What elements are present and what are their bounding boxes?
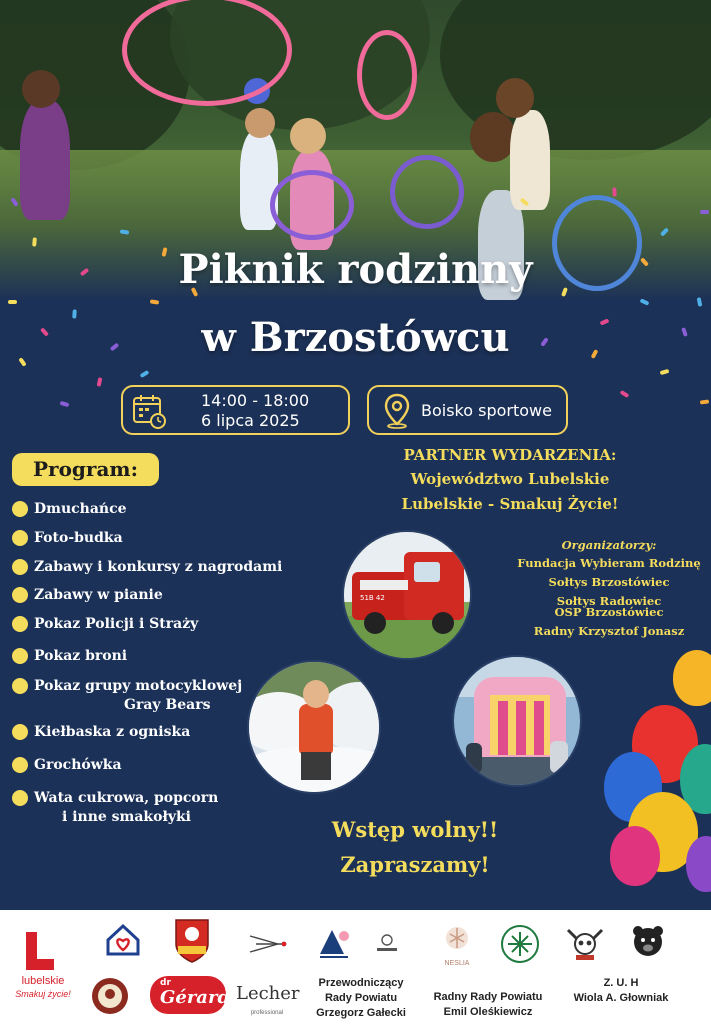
- confetti-piece: [660, 369, 670, 375]
- program-item-label: Foto-budka: [34, 530, 123, 546]
- bullet-dot: [12, 790, 28, 806]
- confetti-piece: [97, 377, 103, 387]
- meat-company-logo: [90, 976, 130, 1016]
- bullet-dot: [12, 757, 28, 773]
- bullet-dot: [12, 587, 28, 603]
- bullet-dot: [12, 559, 28, 575]
- county-coat-of-arms: [174, 918, 210, 964]
- event-date: 6 lipca 2025: [201, 411, 300, 430]
- title-line-1: Piknik rodzinny: [178, 246, 533, 293]
- organizer-item: Fundacja Wybieram Rodzinę: [517, 556, 701, 570]
- program-item-label: Wata cukrowa, popcorn: [34, 790, 219, 806]
- program-item-label: Gray Bears: [124, 697, 211, 713]
- dr-gerard-logo: [150, 976, 231, 1014]
- program-heading: Program:: [12, 453, 159, 486]
- confetti-piece: [700, 399, 709, 404]
- partner-line-1: Województwo Lubelskie: [410, 470, 610, 488]
- child-head: [245, 108, 275, 138]
- lecher-sub: professional: [250, 1010, 284, 1016]
- program-item-label: Kiełbaska z ogniska: [34, 724, 191, 740]
- biker-club-logo: [564, 922, 606, 964]
- councillor-line-1: Radny Rady Powiatu: [433, 991, 543, 1003]
- place-box: [367, 385, 568, 435]
- partner-heading: PARTNER WYDARZENIA:: [403, 446, 617, 464]
- council-chair-line-3: Grzegorz Gałecki: [316, 1007, 406, 1019]
- tourism-association-logo: [316, 924, 352, 962]
- child-head: [22, 70, 60, 108]
- bullet-dot: [12, 530, 28, 546]
- program-item-label: Zabawy i konkursy z nagrodami: [34, 559, 283, 575]
- truck-plate: 51B 42: [360, 594, 385, 602]
- child-figure: [510, 110, 550, 210]
- free-entry-text: Wstęp wolny!!: [331, 817, 499, 842]
- time-hours: 14:00 - 18:00: [201, 391, 310, 410]
- gray-bears-logo: [628, 922, 668, 962]
- councillor-line-2: Emil Oleśkiewicz: [443, 1006, 533, 1018]
- program-item-label: Zabawy w pianie: [34, 587, 163, 603]
- lubelskie-logo-text: lubelskie: [21, 975, 65, 987]
- balloon-shape: [610, 826, 660, 886]
- confetti-piece: [150, 299, 159, 304]
- program-item-label: Pokaz Policji i Straży: [34, 616, 199, 632]
- arrows-logo: [248, 932, 288, 956]
- neslia-logo-mark: [442, 924, 472, 956]
- bullet-dot: [12, 678, 28, 694]
- green-association-logo: [500, 924, 540, 964]
- confetti-piece: [612, 187, 616, 196]
- bullet-dot: [12, 501, 28, 517]
- invite-text: Zapraszamy!: [340, 852, 490, 877]
- foam-party-photo: [247, 660, 381, 794]
- calendar-clock-icon: [132, 392, 168, 430]
- balloon-shape: [673, 650, 711, 706]
- location-pin-icon: [382, 393, 412, 429]
- dr-gerard-prefix: dr: [160, 978, 171, 988]
- confetti-piece: [8, 300, 17, 304]
- dr-gerard-name: Gérard: [160, 987, 231, 1008]
- program-item-label: i inne smakołyki: [62, 809, 191, 825]
- organizer-item: Radny Krzysztof Jonasz: [533, 624, 685, 638]
- confetti-piece: [620, 390, 630, 398]
- place-label: Boisko sportowe: [421, 401, 552, 420]
- child-head: [496, 78, 534, 118]
- foundation-house-logo: [104, 922, 142, 958]
- organizer-item: Sołtys Radowiec: [556, 594, 662, 608]
- time-box: [121, 385, 350, 435]
- child-figure: [20, 100, 70, 220]
- neslia-logo-text: NESLIA: [444, 960, 470, 967]
- sponsor-footer: [0, 910, 711, 1024]
- program-item-label: Pokaz broni: [34, 648, 128, 664]
- confetti-piece: [60, 401, 70, 407]
- bouncy-castle-photo: [452, 655, 582, 787]
- lubelskie-tagline: Smakuj życie!: [15, 989, 71, 999]
- bullet-dot: [12, 724, 28, 740]
- partner-line-2: Lubelskie - Smakuj Życie!: [401, 495, 619, 513]
- hula-hoop: [357, 30, 417, 120]
- organizer-item: OSP Brzostówiec: [554, 605, 664, 619]
- confetti-piece: [700, 210, 709, 214]
- hula-hoop: [270, 170, 354, 240]
- bullet-dot: [12, 648, 28, 664]
- council-chair-line-2: Rady Powiatu: [324, 992, 398, 1004]
- council-chair-line-1: Przewodniczący: [318, 977, 404, 989]
- lubelskie-logo-mark: [26, 932, 56, 970]
- zuh-line-1: Z. U. H: [603, 977, 639, 989]
- zuh-line-2: Wiola A. Głowniak: [573, 992, 669, 1004]
- program-item-label: Dmuchańce: [34, 501, 127, 517]
- organizer-item: Sołtys Brzostówiec: [548, 575, 670, 589]
- bullet-dot: [12, 616, 28, 632]
- program-item-label: Grochówka: [34, 757, 122, 773]
- child-head: [290, 118, 326, 154]
- lecher-logo: Lecher: [236, 983, 300, 1004]
- organizers-heading: Organizatorzy:: [561, 538, 657, 552]
- hula-hoop: [390, 155, 464, 229]
- commune-logo: [375, 932, 399, 954]
- program-item-label: Pokaz grupy motocyklowej: [34, 678, 243, 694]
- title-line-2: w Brzostówcu: [201, 314, 510, 361]
- confetti-piece: [140, 370, 150, 378]
- fire-truck-photo: [342, 530, 472, 660]
